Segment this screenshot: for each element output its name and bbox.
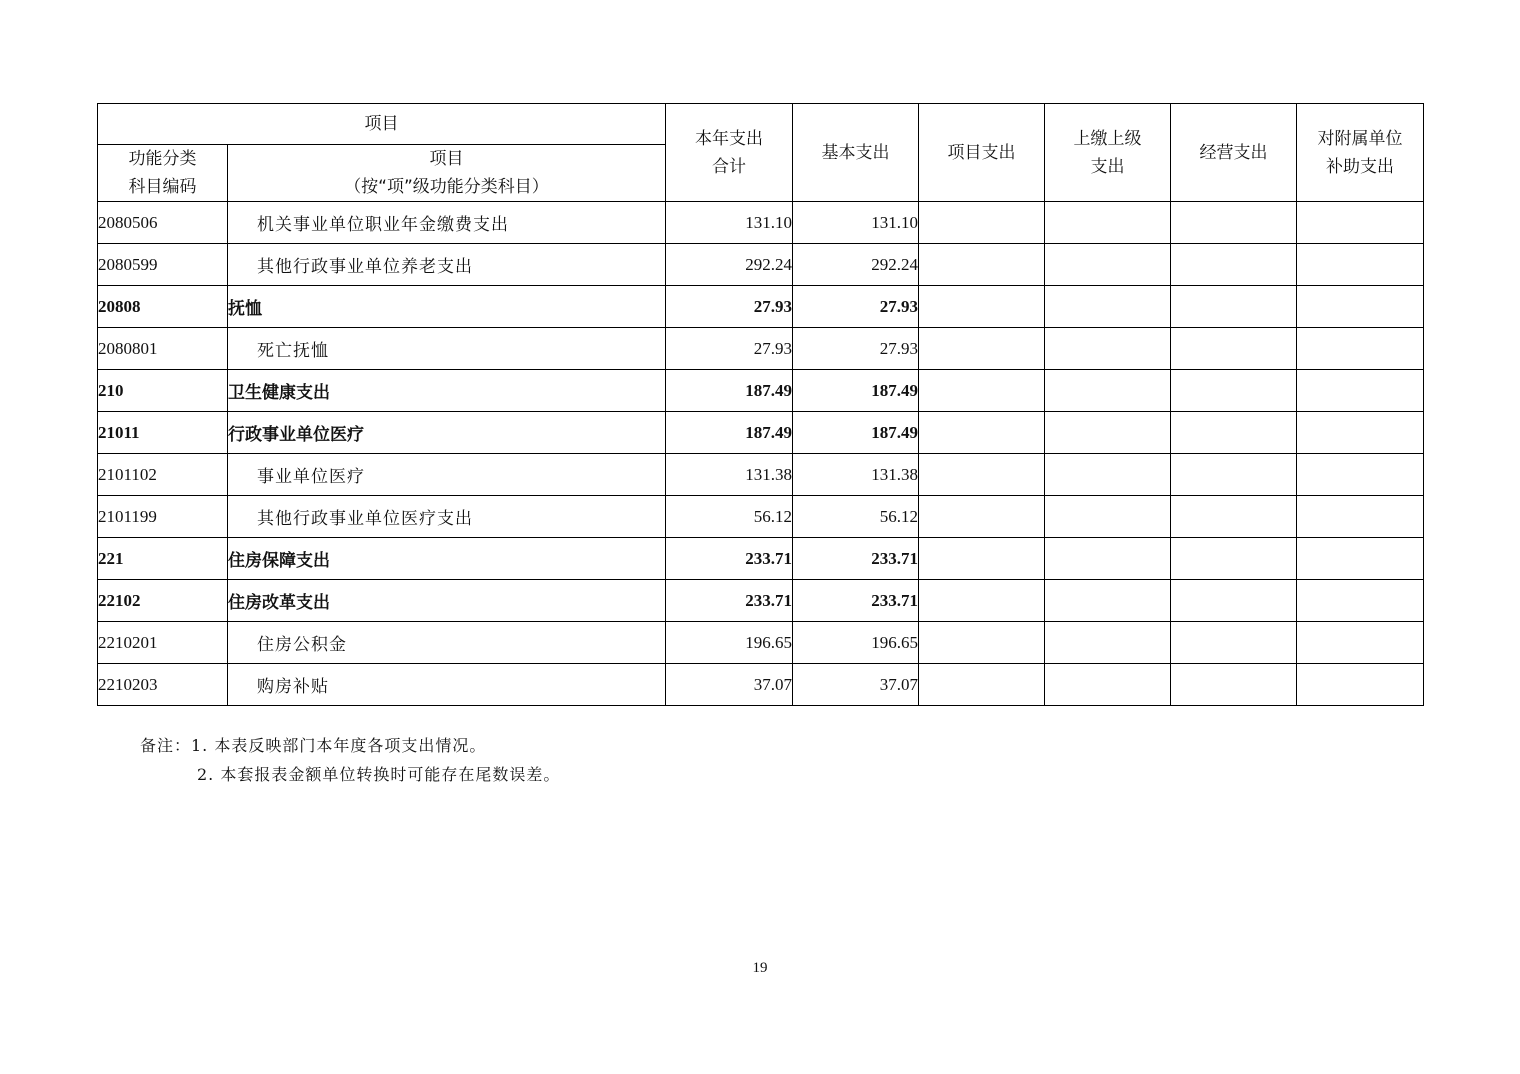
cell-subsidy: [1297, 454, 1424, 496]
header-upper-remit: [1045, 104, 1171, 202]
header-upper-line2: 支出: [1090, 156, 1125, 177]
header-project-group: 项目: [98, 104, 666, 145]
table-row: [98, 538, 1424, 580]
header-code-line1: 功能分类: [128, 149, 197, 169]
header-subsidy-line1: 对附属单位: [1317, 128, 1403, 149]
table-row: [98, 622, 1424, 664]
cell-upper: [1045, 580, 1171, 622]
cell-operating: [1171, 664, 1297, 706]
cell-subsidy: [1297, 664, 1424, 706]
cell-upper: [1045, 244, 1171, 286]
cell-project: [919, 370, 1045, 412]
cell-operating: [1171, 496, 1297, 538]
cell-upper: [1045, 538, 1171, 580]
cell-project: [919, 580, 1045, 622]
table-row: [98, 286, 1424, 328]
table-row: [98, 202, 1424, 244]
cell-project: [919, 412, 1045, 454]
cell-upper: [1045, 454, 1171, 496]
cell-subsidy: [1297, 622, 1424, 664]
cell-subsidy: [1297, 538, 1424, 580]
table-row: [98, 412, 1424, 454]
cell-project: [919, 328, 1045, 370]
cell-code: 2101199: [98, 496, 228, 538]
table-row: [98, 328, 1424, 370]
cell-operating: [1171, 412, 1297, 454]
cell-subsidy: [1297, 580, 1424, 622]
cell-operating: [1171, 244, 1297, 286]
cell-project: [919, 622, 1045, 664]
cell-name: 死亡抚恤: [228, 328, 666, 370]
cell-operating: [1171, 580, 1297, 622]
cell-code: 2080599: [98, 244, 228, 286]
cell-operating: [1171, 622, 1297, 664]
header-upper-line1: 上缴上级: [1073, 128, 1142, 149]
cell-basic: 27.93: [793, 328, 919, 370]
page-number: 19: [752, 960, 768, 976]
cell-name: 其他行政事业单位养老支出: [228, 244, 666, 286]
cell-basic: 27.93: [793, 286, 919, 328]
cell-basic: 56.12: [793, 496, 919, 538]
cell-basic: 292.24: [793, 244, 919, 286]
header-subsidy: [1297, 104, 1424, 202]
cell-subsidy: [1297, 202, 1424, 244]
cell-project: [919, 664, 1045, 706]
cell-subsidy: [1297, 496, 1424, 538]
cell-code: 210: [98, 370, 228, 412]
table-row: [98, 244, 1424, 286]
cell-operating: [1171, 538, 1297, 580]
cell-operating: [1171, 202, 1297, 244]
header-name: [228, 145, 666, 202]
cell-name: 事业单位医疗: [228, 454, 666, 496]
cell-name: 住房改革支出: [228, 580, 666, 622]
cell-name: 卫生健康支出: [228, 370, 666, 412]
cell-code: 2210203: [98, 664, 228, 706]
cell-subsidy: [1297, 244, 1424, 286]
cell-code: 2101102: [98, 454, 228, 496]
cell-code: 21011: [98, 412, 228, 454]
cell-name: 机关事业单位职业年金缴费支出: [228, 202, 666, 244]
cell-project: [919, 244, 1045, 286]
header-operating: 经营支出: [1171, 104, 1297, 202]
header-subsidy-line2: 补助支出: [1326, 156, 1394, 177]
cell-name: 住房公积金: [228, 622, 666, 664]
cell-upper: [1045, 328, 1171, 370]
cell-upper: [1045, 664, 1171, 706]
cell-project: [919, 202, 1045, 244]
table-row: [98, 664, 1424, 706]
table-row: [98, 370, 1424, 412]
note-line-1: 备注：1. 本表反映部门本年度各项支出情况。: [140, 736, 487, 755]
cell-total: 131.38: [666, 454, 793, 496]
cell-upper: [1045, 622, 1171, 664]
cell-code: 221: [98, 538, 228, 580]
cell-subsidy: [1297, 370, 1424, 412]
table-row: [98, 454, 1424, 496]
cell-name: 其他行政事业单位医疗支出: [228, 496, 666, 538]
cell-project: [919, 496, 1045, 538]
cell-project: [919, 286, 1045, 328]
note-line-2: 2. 本套报表金额单位转换时可能存在尾数误差。: [197, 765, 561, 784]
table-body: [98, 202, 1424, 706]
cell-upper: [1045, 412, 1171, 454]
cell-total: 37.07: [666, 664, 793, 706]
cell-project: [919, 454, 1045, 496]
header-name-line1: 项目: [429, 149, 464, 169]
header-code-line2: 科目编码: [128, 177, 197, 197]
cell-total: 187.49: [666, 412, 793, 454]
cell-total: 196.65: [666, 622, 793, 664]
cell-code: 20808: [98, 286, 228, 328]
cell-upper: [1045, 496, 1171, 538]
cell-upper: [1045, 202, 1171, 244]
cell-subsidy: [1297, 286, 1424, 328]
cell-name: 抚恤: [228, 286, 666, 328]
cell-operating: [1171, 454, 1297, 496]
table-row: [98, 580, 1424, 622]
header-total-line1: 本年支出: [695, 128, 763, 149]
cell-basic: 196.65: [793, 622, 919, 664]
cell-total: 27.93: [666, 328, 793, 370]
table-row: [98, 496, 1424, 538]
header-total: [666, 104, 793, 202]
cell-basic: 233.71: [793, 580, 919, 622]
cell-operating: [1171, 328, 1297, 370]
header-code: [98, 145, 228, 202]
cell-upper: [1045, 370, 1171, 412]
header-basic: 基本支出: [793, 104, 919, 202]
cell-upper: [1045, 286, 1171, 328]
header-project-expenditure: 项目支出: [919, 104, 1045, 202]
cell-basic: 37.07: [793, 664, 919, 706]
cell-code: 2210201: [98, 622, 228, 664]
cell-code: 2080506: [98, 202, 228, 244]
cell-total: 56.12: [666, 496, 793, 538]
cell-basic: 187.49: [793, 412, 919, 454]
cell-name: 住房保障支出: [228, 538, 666, 580]
cell-basic: 131.10: [793, 202, 919, 244]
cell-operating: [1171, 370, 1297, 412]
cell-basic: 233.71: [793, 538, 919, 580]
expenditure-table: [97, 103, 1424, 706]
cell-subsidy: [1297, 328, 1424, 370]
cell-name: 行政事业单位医疗: [228, 412, 666, 454]
cell-total: 233.71: [666, 538, 793, 580]
cell-subsidy: [1297, 412, 1424, 454]
cell-total: 292.24: [666, 244, 793, 286]
cell-basic: 187.49: [793, 370, 919, 412]
cell-basic: 131.38: [793, 454, 919, 496]
cell-project: [919, 538, 1045, 580]
cell-total: 27.93: [666, 286, 793, 328]
cell-total: 233.71: [666, 580, 793, 622]
header-name-line2: （按“项”级功能分类科目）: [344, 177, 549, 197]
cell-total: 131.10: [666, 202, 793, 244]
cell-code: 22102: [98, 580, 228, 622]
cell-total: 187.49: [666, 370, 793, 412]
cell-name: 购房补贴: [228, 664, 666, 706]
header-total-line2: 合计: [712, 156, 746, 177]
cell-operating: [1171, 286, 1297, 328]
notes: [140, 731, 560, 789]
cell-code: 2080801: [98, 328, 228, 370]
